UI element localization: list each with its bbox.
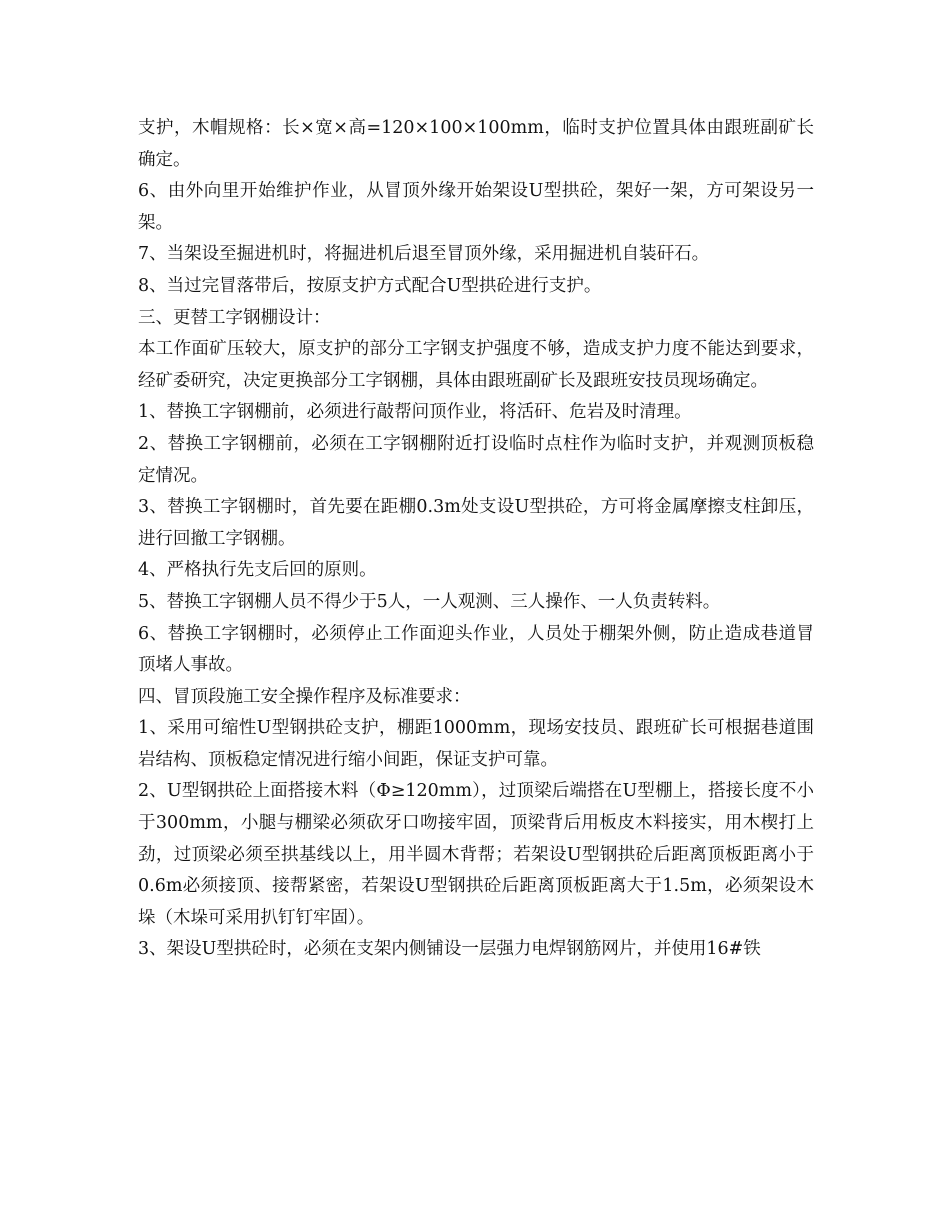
document-body: [138, 113, 814, 966]
section-3-item-1: 1、替换工字钢棚前，必须进行敲帮问顶作业，将活矸、危岩及时清理。: [138, 402, 692, 423]
section-3-item-3: 3、替换工字钢棚时，首先要在距棚0.3m处支设U型拱砼，方可将金属摩擦支柱卸压，进行回撤工字钢棚。: [138, 497, 814, 549]
section-4-item-1: 1、采用可缩性U型钢拱砼支护，棚距1000mm，现场安技员、跟班矿长可根据巷道围岩结构、顶板稳定情况进行缩小间距，保证支护可靠。: [138, 718, 814, 770]
section-3-item-5: 5、替换工字钢棚人员不得少于5人，一人观测、三人操作、一人负责转料。: [138, 591, 721, 612]
section-3-intro: 本工作面矿压较大，原支护的部分工字钢支护强度不够，造成支护力度不能达到要求，经矿委研究，决定更换部分工字钢棚，具体由跟班副矿长及跟班安技员现场确定。: [138, 339, 814, 391]
section-4-item-2: 2、U型钢拱砼上面搭接木料（Φ≥120mm），过顶梁后端搭在U型棚上，搭接长度不小于300mm，小腿与棚梁必须砍牙口吻接牢固，顶梁背后用板皮木料接实，用木楔打上劲，过顶梁必须至拱基线以上，用半圆木背帮；若架设U型钢拱砼后距离顶板距离小于0.6m必须接顶、接帮紧密，若架设U型钢拱砼后距离顶板距离大于1.5m，必须架设木垛（木垛可采用扒钉钉牢固）。: [138, 781, 814, 928]
section-heading-4: 四、冒顶段施工安全操作程序及标准要求：: [138, 686, 471, 707]
section-4-item-3: 3、架设U型拱砼时，必须在支架内侧铺设一层强力电焊钢筋网片，并使用16#铁: [138, 939, 761, 960]
section-3-item-4: 4、严格执行先支后回的原则。: [138, 560, 377, 581]
paragraph-continuation: 支护，木帽规格：长×宽×高=120×100×100mm，临时支护位置具体由跟班副矿长确定。: [138, 118, 814, 170]
paragraph-item-7: 7、当架设至掘进机时，将掘进机后退至冒顶外缘，采用掘进机自装矸石。: [138, 244, 710, 265]
section-3-item-2: 2、替换工字钢棚前，必须在工字钢棚附近打设临时点柱作为临时支护，并观测顶板稳定情况。: [138, 433, 814, 486]
paragraph-item-8: 8、当过完冒落带后，按原支护方式配合U型拱砼进行支护。: [138, 275, 602, 296]
paragraph-item-6: 6、由外向里开始维护作业，从冒顶外缘开始架设U型拱砼，架好一架，方可架设另一架。: [138, 181, 814, 233]
section-heading-3: 三、更替工字钢棚设计：: [138, 307, 331, 328]
section-3-item-6: 6、替换工字钢棚时，必须停止工作面迎头作业，人员处于棚架外侧，防止造成巷道冒顶堵人事故。: [138, 623, 814, 676]
